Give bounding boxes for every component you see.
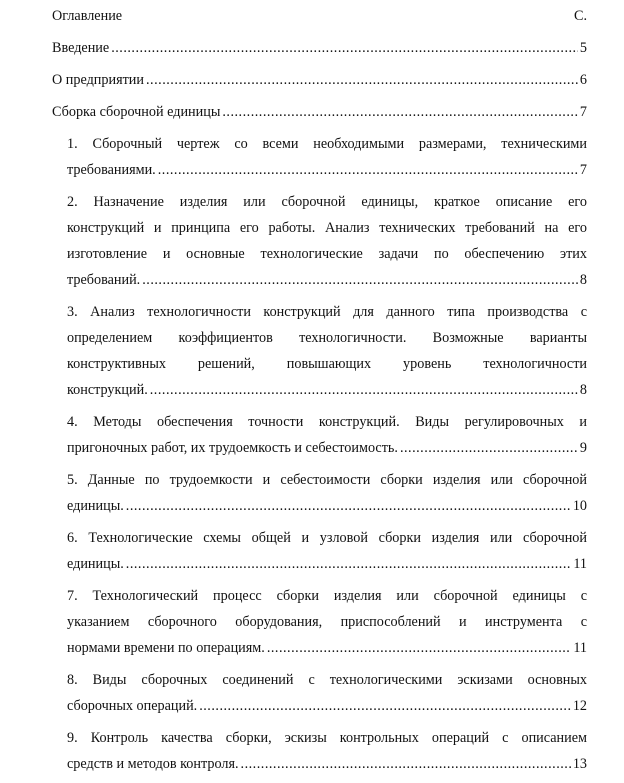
entry-title-last: нормами времени по операциям. xyxy=(67,640,265,656)
entry-title: Введение xyxy=(52,40,110,56)
toc-entry-8[interactable] xyxy=(52,667,587,719)
toc-entry-2[interactable] xyxy=(52,189,587,293)
toc-entry-7[interactable] xyxy=(52,583,587,661)
entry-page: 12 xyxy=(572,698,587,714)
entry-page: 8 xyxy=(579,382,587,398)
entry-line: конструкций и принципа его работы. Анализ технических требований на его xyxy=(67,220,587,236)
entry-line: конструктивных решений, повышающих уровень технологичности xyxy=(67,356,587,372)
dot-leader xyxy=(199,693,571,719)
dot-leader xyxy=(126,493,571,519)
entry-page: 6 xyxy=(579,72,587,88)
toc-entry-about-company[interactable] xyxy=(52,67,587,93)
entry-line: 6. Технологические схемы общей и узловой сборки изделия или сборочной xyxy=(67,530,587,546)
entry-page: 7 xyxy=(579,162,587,178)
entry-page: 8 xyxy=(579,272,587,288)
toc-header xyxy=(52,3,587,29)
dot-leader xyxy=(142,267,578,293)
entry-page: 9 xyxy=(579,440,587,456)
dot-leader xyxy=(267,635,572,661)
entry-title-last: единицы. xyxy=(67,556,124,572)
entry-line: 4. Методы обеспечения точности конструкций. Виды регулировочных и xyxy=(67,414,587,430)
entry-line: 7. Технологический процесс сборки изделия или сборочной единицы с xyxy=(67,588,587,604)
entry-line: 2. Назначение изделия или сборочной единицы, краткое описание его xyxy=(67,194,587,210)
entry-page: 13 xyxy=(572,756,587,772)
dot-leader xyxy=(126,551,572,577)
page-column-label: С. xyxy=(573,8,587,24)
entry-title-last: требований. xyxy=(67,272,141,288)
entry-line: 1. Сборочный чертеж со всеми необходимыми размерами, техническими xyxy=(67,136,587,152)
dot-leader xyxy=(111,35,578,61)
entry-title-last: сборочных операций. xyxy=(67,698,198,714)
toc-entry-5[interactable] xyxy=(52,467,587,519)
toc-entry-assembly[interactable] xyxy=(52,99,587,125)
entry-line: определением коэффициентов технологичности. Возможные варианты xyxy=(67,330,587,346)
dot-leader xyxy=(241,751,571,777)
entry-line: 9. Контроль качества сборки, эскизы контрольных операций с описанием xyxy=(67,730,587,746)
entry-page: 11 xyxy=(573,556,587,572)
toc-entry-4[interactable] xyxy=(52,409,587,461)
toc-title: Оглавление xyxy=(52,8,123,24)
table-of-contents xyxy=(52,3,587,783)
entry-line: 3. Анализ технологичности конструкций для данного типа производства с xyxy=(67,304,587,320)
dot-leader xyxy=(400,435,578,461)
toc-entry-9[interactable] xyxy=(52,725,587,777)
toc-entry-6[interactable] xyxy=(52,525,587,577)
dot-leader xyxy=(222,99,578,125)
entry-page: 7 xyxy=(579,104,587,120)
dot-leader xyxy=(146,67,578,93)
entry-title: О предприятии xyxy=(52,72,144,88)
dot-leader xyxy=(158,157,578,183)
entry-page: 5 xyxy=(579,40,587,56)
entry-title: Сборка сборочной единицы xyxy=(52,104,221,120)
entry-line: 5. Данные по трудоемкости и себестоимости сборки изделия или сборочной xyxy=(67,472,587,488)
entry-title-last: требованиями. xyxy=(67,162,156,178)
entry-line: указанием сборочного оборудования, приспособлений и инструмента с xyxy=(67,614,587,630)
entry-title-last: пригоночных работ, их трудоемкость и себестоимость. xyxy=(67,440,398,456)
toc-entry-1[interactable] xyxy=(52,131,587,183)
toc-entry-3[interactable] xyxy=(52,299,587,403)
entry-page: 11 xyxy=(573,640,587,656)
entry-title-last: средств и методов контроля. xyxy=(67,756,239,772)
entry-line: изготовление и основные технологические задачи по обеспечению этих xyxy=(67,246,587,262)
entry-title-last: единицы. xyxy=(67,498,124,514)
entry-title-last: конструкций. xyxy=(67,382,148,398)
dot-leader xyxy=(150,377,578,403)
entry-page: 10 xyxy=(572,498,587,514)
toc-entry-introduction[interactable] xyxy=(52,35,587,61)
entry-line: 8. Виды сборочных соединений с технологическими эскизами основных xyxy=(67,672,587,688)
